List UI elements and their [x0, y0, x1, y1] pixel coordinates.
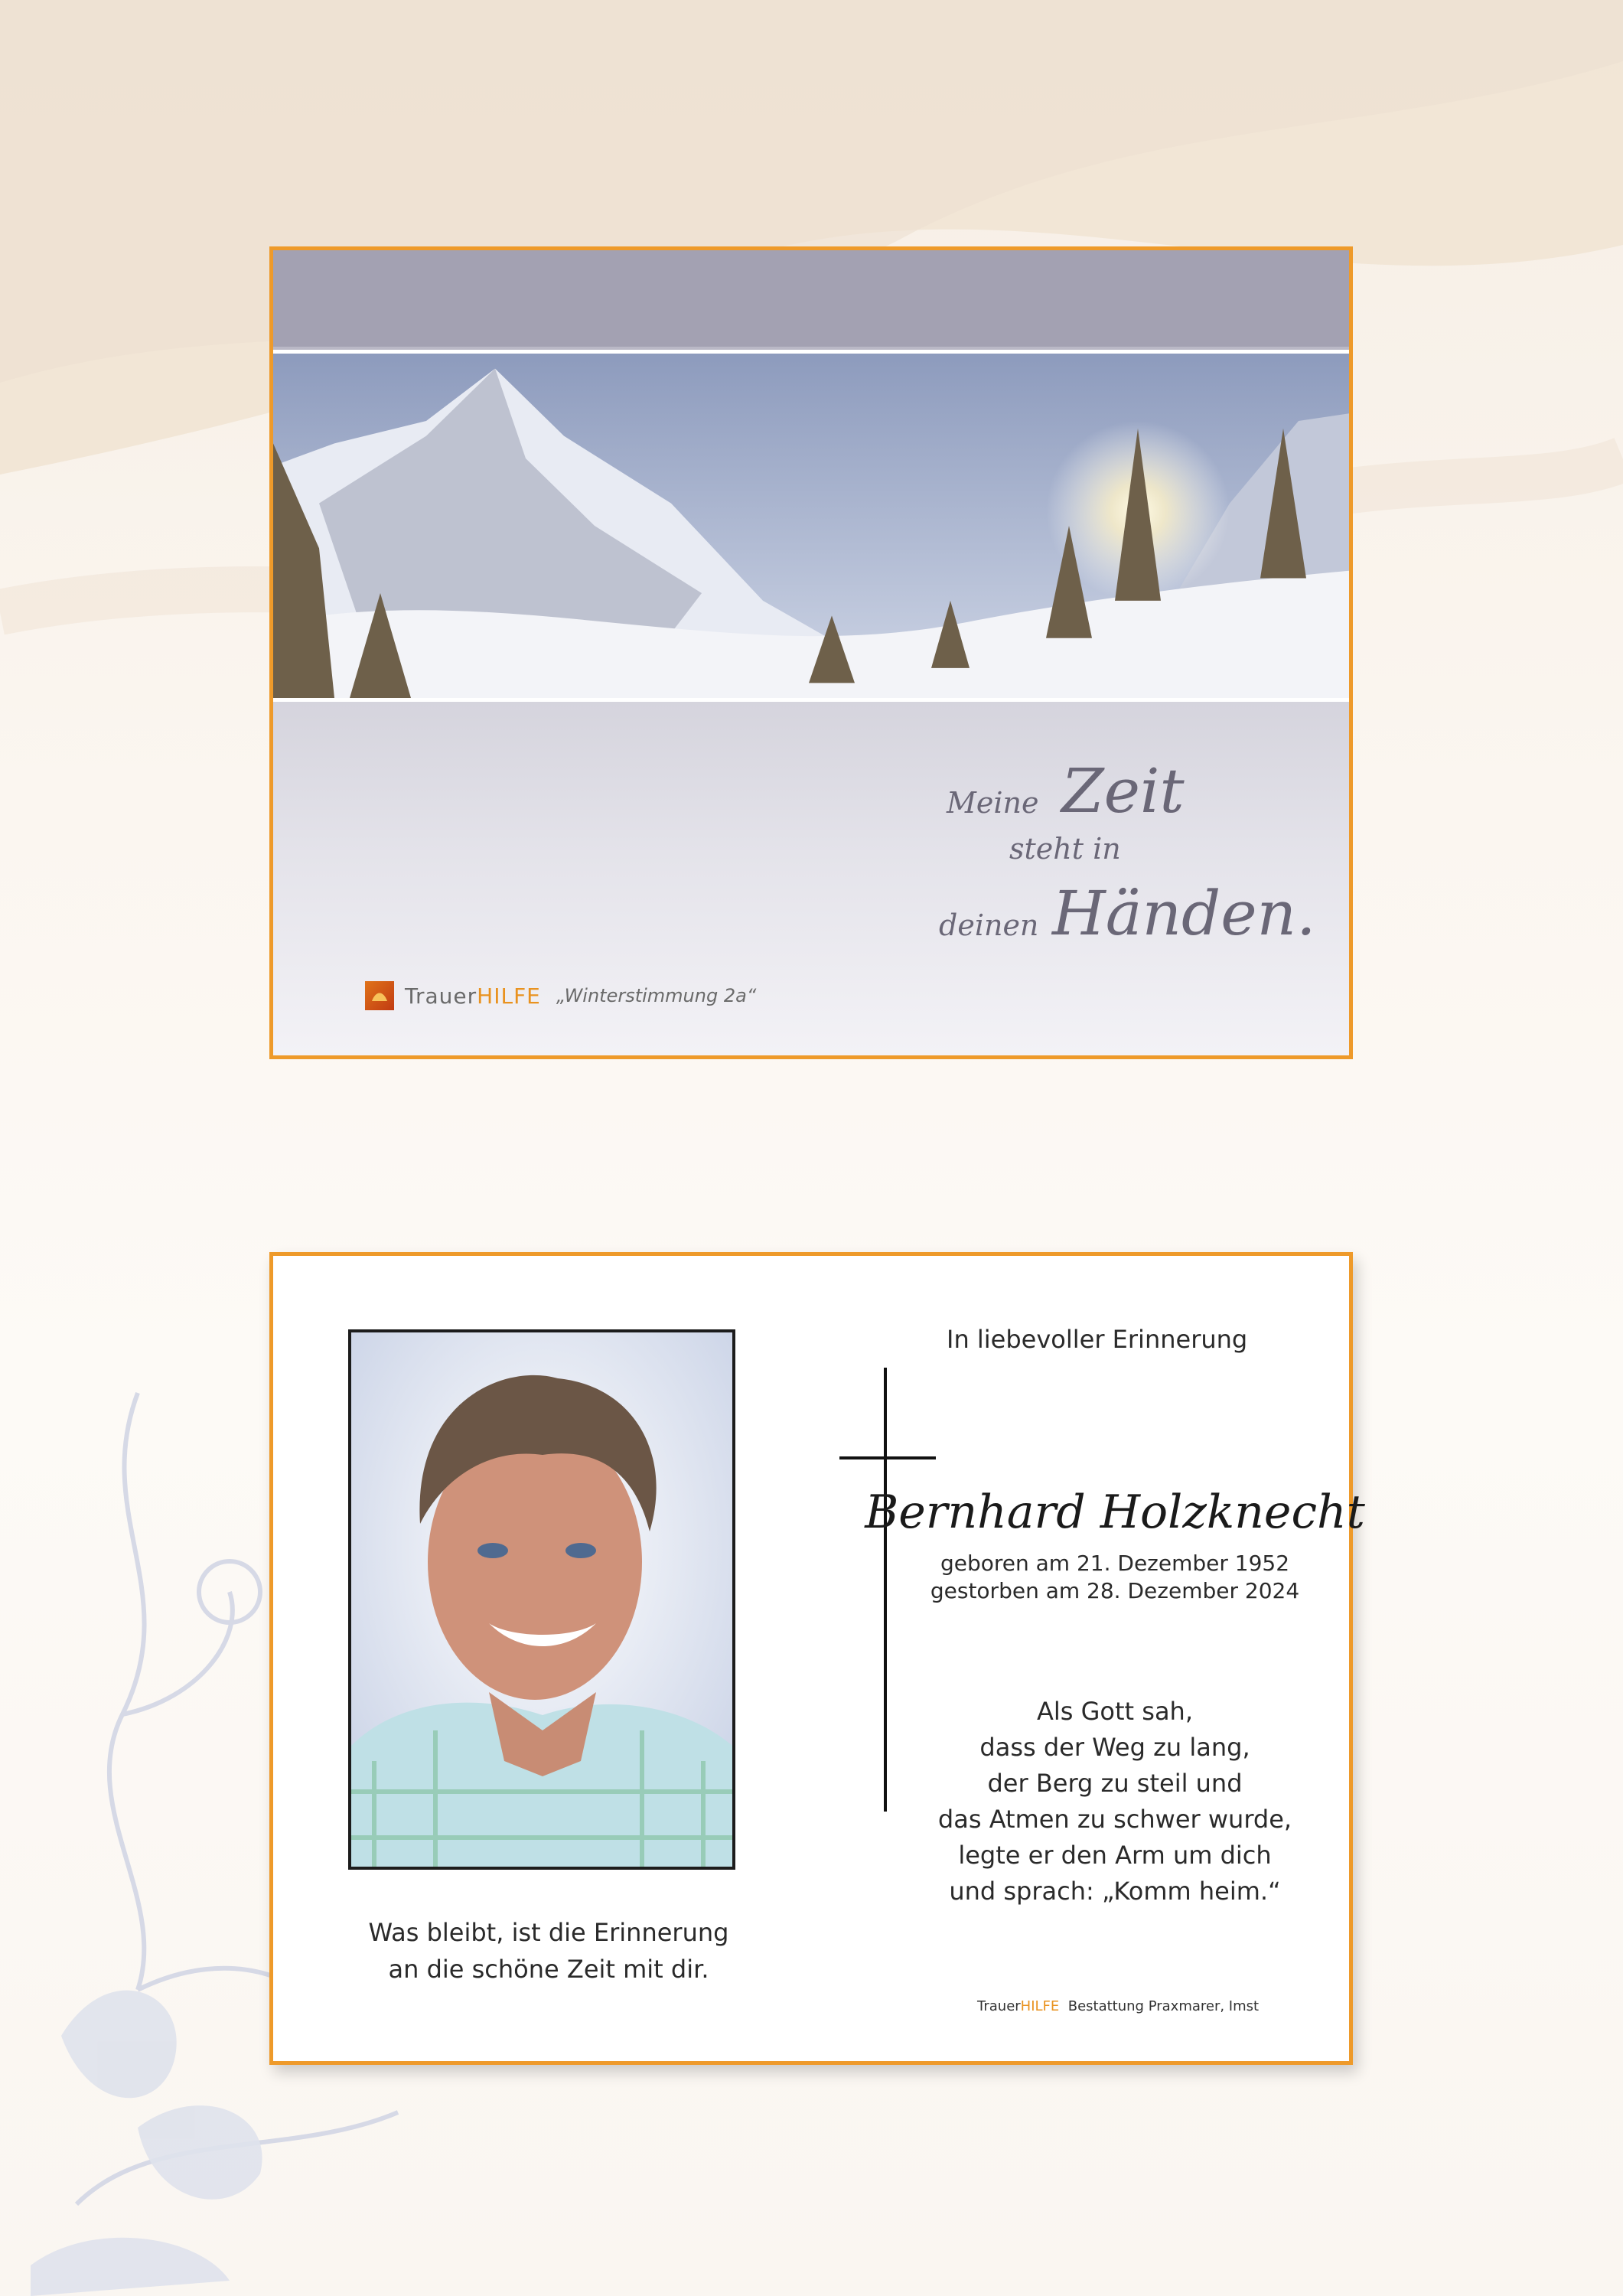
poem-line: der Berg zu steil und	[987, 1769, 1243, 1798]
brand-mark	[365, 981, 756, 1010]
card-front	[269, 246, 1353, 1059]
footer-brand: TrauerHILFE Bestattung Praxmarer, Imst	[977, 1998, 1260, 2014]
portrait-photo	[348, 1329, 735, 1870]
cross-icon-bar	[839, 1456, 936, 1459]
poem-line: und sprach: „Komm heim.“	[949, 1877, 1281, 1906]
funeral-company: Bestattung Praxmarer, Imst	[1067, 1998, 1260, 2014]
brand-name: TrauerHILFE	[405, 983, 541, 1009]
card-inner	[269, 1252, 1365, 2065]
verse-word: Zeit	[1061, 755, 1185, 827]
verse-word: Meine	[947, 786, 1039, 820]
poem-line: das Atmen zu schwer wurde,	[937, 1805, 1292, 1834]
deceased-name: Bernhard Holzknecht	[865, 1486, 1365, 1539]
top-band	[273, 250, 1349, 347]
birth-date: geboren am 21. Dezember 1952	[940, 1551, 1290, 1576]
poem-line: dass der Weg zu lang,	[979, 1733, 1250, 1762]
winter-landscape-photo	[273, 350, 1349, 702]
design-name: „Winterstimmung 2a“	[556, 985, 757, 1006]
poem-line: Als Gott sah,	[1037, 1697, 1193, 1726]
poem-line: legte er den Arm um dich	[958, 1841, 1272, 1870]
front-verse	[939, 755, 1316, 949]
verse-word: deinen	[939, 908, 1039, 942]
photo-caption	[319, 1914, 778, 1988]
life-dates	[870, 1550, 1360, 1605]
poem	[855, 1694, 1375, 1910]
caption-line: an die schöne Zeit mit dir.	[388, 1955, 709, 1984]
verse-word: Händen.	[1052, 878, 1316, 949]
caption-line: Was bleibt, ist die Erinnerung	[368, 1918, 729, 1947]
trauerhilfe-logo-icon	[365, 981, 394, 1010]
verse-line: steht in	[1009, 832, 1121, 866]
memorial-heading: In liebevoller Erinnerung	[947, 1325, 1248, 1354]
death-date: gestorben am 28. Dezember 2024	[930, 1578, 1300, 1603]
